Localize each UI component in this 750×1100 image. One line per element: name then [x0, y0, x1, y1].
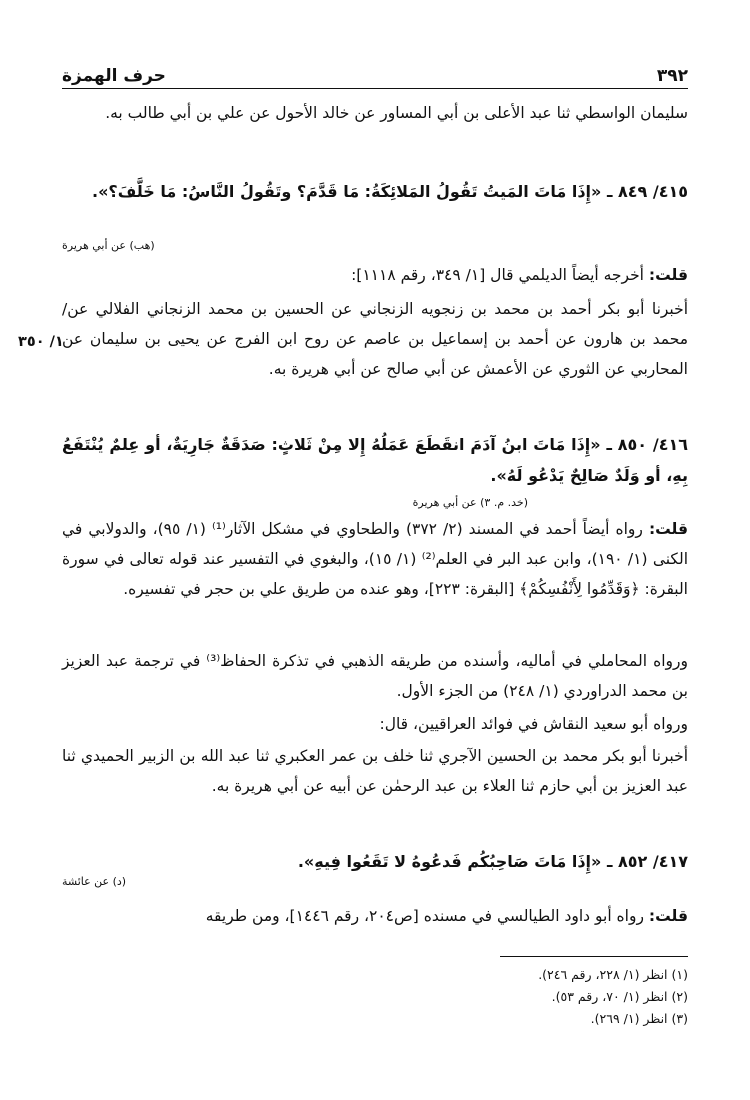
chapter-title: حرف الهمزة — [62, 66, 166, 86]
header-rule — [62, 88, 688, 89]
source-416: (خد. م. ٣) عن أبي هريرة — [412, 496, 528, 509]
comment-415: قلت: أخرجه أيضاً الديلمي قال [١/ ٣٤٩، رقم ١١١٨]: — [351, 266, 688, 284]
paragraph-mahamili: ورواه المحاملي في أماليه، وأسنده من طريقه الذهبي في تذكرة الحفاظ⁽³⁾ في ترجمة عبد العزيز بن محمد الدراوردي (١/ ٢٤٨) من الجزء الأول. — [62, 652, 688, 700]
source-417: (د) عن عائشة — [62, 875, 127, 888]
comment-417: قلت: رواه أبو داود الطيالسي في مسنده [ص٢٠٤، رقم ١٤٤٦]، ومن طريقه — [205, 907, 688, 925]
footnotes — [300, 964, 688, 1030]
page-header — [62, 58, 688, 86]
footnote-1: (١) انظر (١/ ٢٢٨، رقم ٢٤٦). — [538, 967, 688, 982]
footnote-rule — [500, 956, 688, 957]
footnote-3: (٣) انظر (١/ ٢٦٩). — [590, 1011, 688, 1026]
isnad-416: أخبرنا أبو بكر محمد بن الحسين الآجري ثنا خلف بن عمر العكبري ثنا عبد الله بن الزبير الحميدي ثنا عبد العزيز بن أبي حازم ثنا العلاء بن عبد الرحمٰن عن أبيه عن أبي هريرة به. — [62, 747, 688, 795]
page-number: ٣٩٢ — [656, 66, 688, 86]
hadith-415: ٤١٥/ ٨٤٩ ـ «إِذَا مَاتَ المَيتُ تَقُولُ المَلائِكَةُ: مَا قَدَّمَ؟ وتَقُولُ النَّاسُ: مَا خَلَّفَ؟». — [92, 182, 688, 201]
comment-416: قلت: رواه أيضاً أحمد في المسند (٢/ ٣٧٢) والطحاوي في مشكل الآثار⁽¹⁾ (١/ ٩٥)، والدولابي في الكنى (١/ ١٩٠)، وابن عبد البر في العلم⁽²⁾ (١/ ١٥)، والبغوي في التفسير عند قوله تعالى في سورة البقرة: ﴿وَقَدِّمُوا لِأَنْفُسِكُمْ﴾ [البقرة: ٢٢٣]، وهو عنده من طريق علي بن حجر في تفسيره. — [62, 520, 689, 598]
paragraph-continuation: سليمان الواسطي ثنا عبد الأعلى بن أبي المساور عن خالد الأحول عن علي بن أبي طالب به. — [105, 104, 688, 122]
hadith-417: ٤١٧/ ٨٥٢ ـ «إِذَا مَاتَ صَاحِبُكُم فَدعُوهُ لا تَقَعُوا فِيهِ». — [297, 852, 688, 871]
comment-lead: قلت: — [648, 520, 689, 538]
paragraph-naqqash: ورواه أبو سعيد النقاش في فوائد العراقيين، قال: — [379, 715, 688, 733]
source-415: (هب) عن أبي هريرة — [62, 239, 155, 252]
hadith-416: ٤١٦/ ٨٥٠ ـ «إِذَا مَاتَ ابنُ آدَمَ انقَطَعَ عَمَلُهُ إِلا مِنْ ثَلاثٍ: صَدَقَةٌ جَارِيَةٌ، أو عِلمٌ يُنْتَفَعُ بِهِ، أو وَلَدٌ صَالِحٌ يَدْعُو لَهُ». — [62, 435, 688, 485]
margin-volume-reference: ١/ ٣٥٠ — [18, 334, 64, 350]
comment-lead: قلت: — [648, 266, 688, 284]
footnote-2: (٢) انظر (١/ ٧٠، رقم ٥٣). — [551, 989, 688, 1004]
isnad-415: أخبرنا أبو بكر أحمد بن محمد بن زنجويه الزنجاني عن الحسين بن محمد الزنجاني الفلالي عن/ محمد بن هارون عن أحمد بن إسماعيل بن عاصم عن روح ابن الفرج عن يحيى بن سليمان عن المحاربي عن الثوري عن الأعمش عن أبي صالح عن أبي هريرة به. — [62, 300, 688, 378]
comment-lead: قلت: — [648, 907, 688, 925]
